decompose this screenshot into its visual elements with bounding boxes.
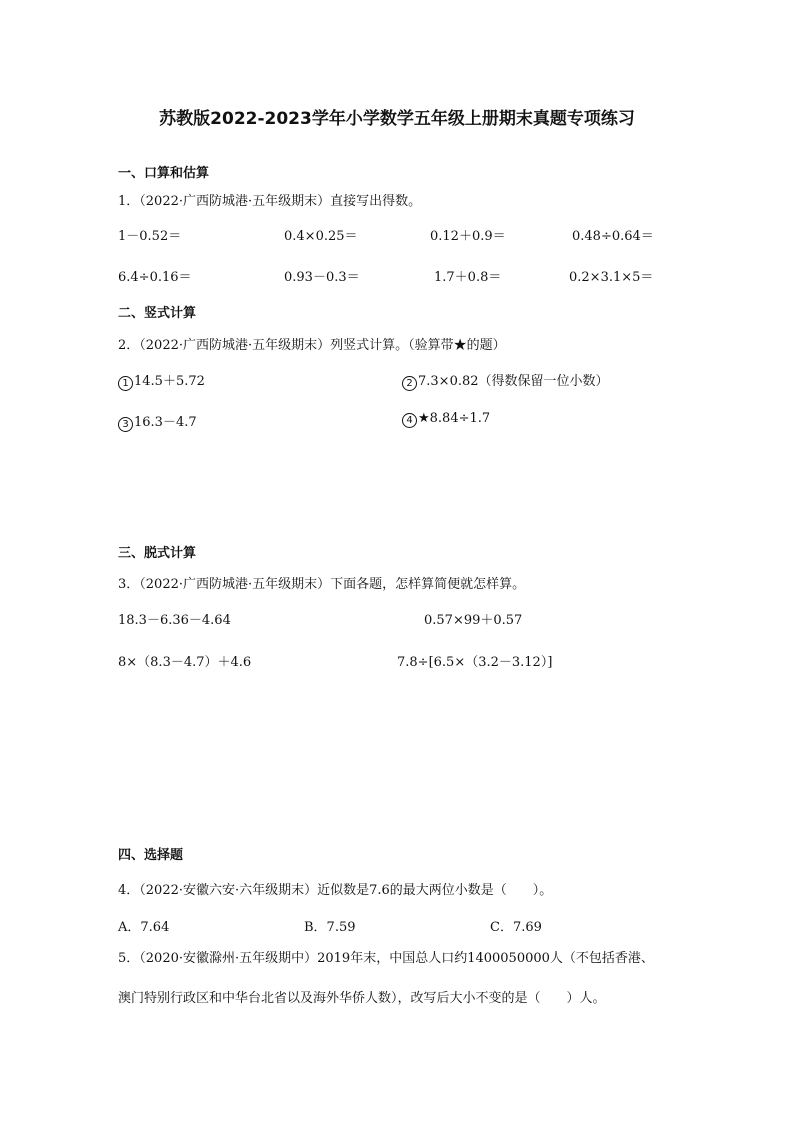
q1-item: 0.4×0.25＝ [284,229,358,244]
q2-expression: ★8.84÷1.7 [418,411,491,426]
q2-expression: 14.5＋5.72 [134,374,205,389]
q2-expression: 7.3×0.82（得数保留一位小数） [418,374,609,389]
q3-item: 18.3－6.36－4.64 [118,613,231,628]
circled-number: 1 [118,376,133,391]
circled-number: 3 [118,417,133,432]
circled-number: 4 [402,413,417,428]
question-5-stem-line1: 5．（2020·安徽滁州·五年级期中）2019年末，中国总人口约1400050000人（不包括香港、 [118,951,654,966]
section-heading-vertical-calc: 二、竖式计算 [118,306,197,321]
q3-item: 0.57×99＋0.57 [424,613,523,628]
q1-item: 6.4÷0.16＝ [118,270,192,285]
q2-item [402,370,609,391]
q2-item [118,370,205,391]
section-heading-multiple-choice: 四、选择题 [118,848,184,863]
section-heading-step-calc: 三、脱式计算 [118,546,197,561]
q1-item: 1.7＋0.8＝ [434,270,502,285]
section-heading-oral-calc: 一、口算和估算 [118,166,210,181]
question-3-stem: 3．（2022·广西防城港·五年级期末）下面各题，怎样算简便就怎样算。 [118,577,526,592]
q3-item: 8×（8.3－4.7）＋4.6 [118,655,252,670]
q4-option-c: C．7.69 [490,920,542,935]
q4-option-b: B．7.59 [304,920,356,935]
question-4-stem: 4．（2022·安徽六安·六年级期末）近似数是7.6的最大两位小数是（ ）。 [118,883,553,898]
q2-expression: 16.3－4.7 [134,415,197,430]
q3-item: 7.8÷[6.5×（3.2－3.12）] [397,655,553,670]
q1-item: 1－0.52＝ [118,229,182,244]
q2-item [118,411,197,432]
q1-item: 0.93－0.3＝ [284,270,360,285]
q2-item [402,411,490,428]
question-1-stem: 1．（2022·广西防城港·五年级期末）直接写出得数。 [118,194,422,209]
question-5-stem-line2: 澳门特别行政区和中华台北省以及海外华侨人数），改写后大小不变的是（ ）人。 [118,991,606,1006]
page-title: 苏教版2022-2023学年小学数学五年级上册期末真题专项练习 [159,109,635,129]
q1-item: 0.48÷0.64＝ [572,229,654,244]
q4-option-a: A．7.64 [118,920,170,935]
q1-item: 0.2×3.1×5＝ [569,270,654,285]
circled-number: 2 [402,376,417,391]
q1-item: 0.12＋0.9＝ [430,229,506,244]
question-2-stem: 2．（2022·广西防城港·五年级期末）列竖式计算。（验算带★的题） [118,338,506,353]
